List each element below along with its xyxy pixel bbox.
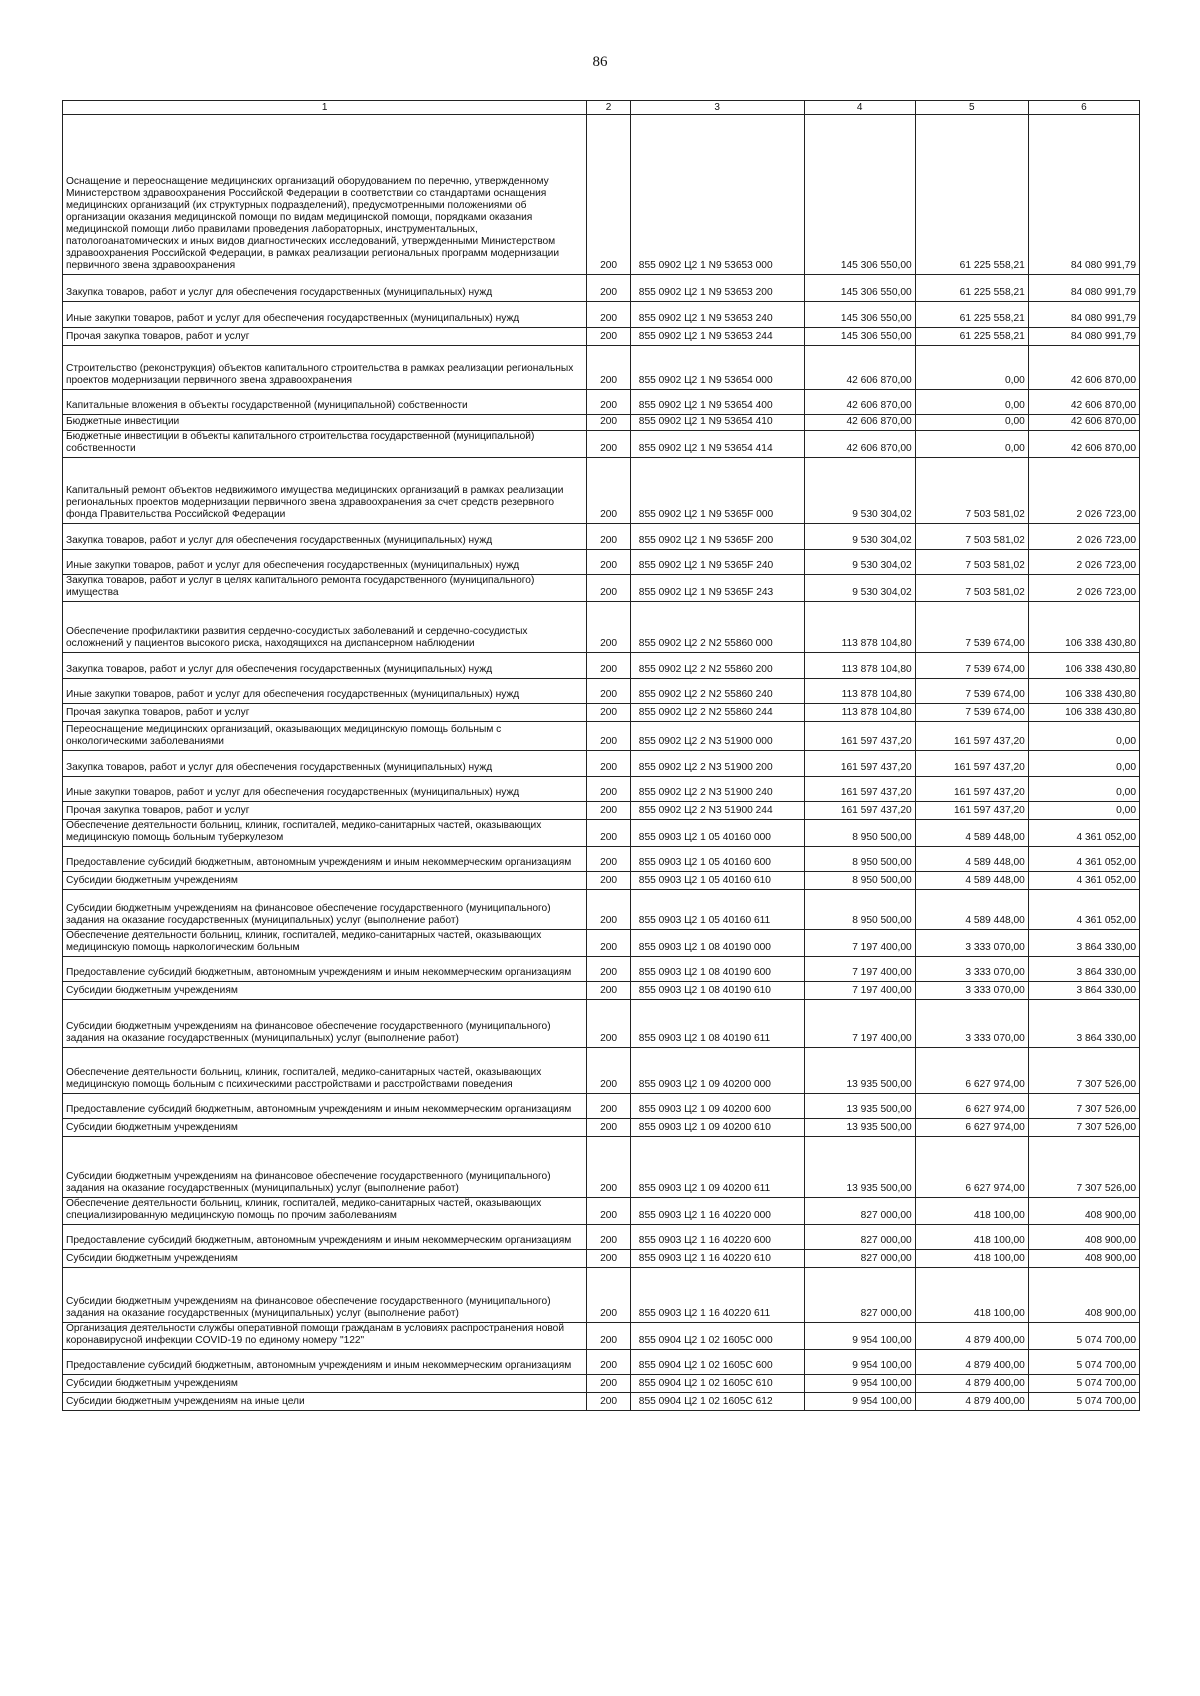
row-code-cell: 855 0902 Ц2 1 N9 53654 410	[630, 415, 804, 431]
row-value-col4: 113 878 104,80	[804, 602, 915, 653]
row-value-col6: 106 338 430,80	[1028, 602, 1139, 653]
row-value-col4: 827 000,00	[804, 1225, 915, 1250]
row-name-cell: Закупка товаров, работ и услуг в целях капитального ремонта государственного (муниципального) имущества	[63, 575, 587, 602]
row-group-cell: 200	[587, 1119, 630, 1137]
row-value-col6: 408 900,00	[1028, 1268, 1139, 1323]
row-value-col5: 61 225 558,21	[915, 302, 1028, 328]
row-name-cell: Предоставление субсидий бюджетным, автономным учреждениям и иным некоммерческим организациям	[63, 1225, 587, 1250]
table-row	[63, 890, 1140, 930]
row-name-cell: Закупка товаров, работ и услуг для обеспечения государственных (муниципальных) нужд	[63, 524, 587, 550]
row-code-cell: 855 0903 Ц2 1 16 40220 610	[630, 1250, 804, 1268]
row-value-col5: 0,00	[915, 415, 1028, 431]
row-name-cell: Бюджетные инвестиции в объекты капитального строительства государственной (муниципальной) собственности	[63, 431, 587, 458]
row-group-cell: 200	[587, 1268, 630, 1323]
table-row	[63, 328, 1140, 346]
row-value-col5: 4 589 448,00	[915, 872, 1028, 890]
row-group-cell: 200	[587, 751, 630, 777]
row-name-cell: Капитальные вложения в объекты государственной (муниципальной) собственности	[63, 390, 587, 415]
row-code-cell: 855 0903 Ц2 1 09 40200 000	[630, 1048, 804, 1094]
row-value-col4: 145 306 550,00	[804, 115, 915, 275]
row-value-col4: 827 000,00	[804, 1198, 915, 1225]
row-value-col5: 0,00	[915, 431, 1028, 458]
row-value-col5: 6 627 974,00	[915, 1137, 1028, 1198]
row-group-cell: 200	[587, 890, 630, 930]
row-value-col6: 5 074 700,00	[1028, 1393, 1139, 1411]
row-value-col4: 9 530 304,02	[804, 524, 915, 550]
row-group-cell: 200	[587, 1350, 630, 1375]
row-value-col6: 2 026 723,00	[1028, 550, 1139, 575]
row-code-cell: 855 0902 Ц2 2 N2 55860 244	[630, 704, 804, 722]
row-value-col6: 84 080 991,79	[1028, 115, 1139, 275]
row-code-cell: 855 0902 Ц2 1 N9 5365F 000	[630, 458, 804, 524]
row-value-col6: 0,00	[1028, 802, 1139, 820]
row-name-cell: Субсидии бюджетным учреждениям	[63, 982, 587, 1000]
row-value-col6: 106 338 430,80	[1028, 704, 1139, 722]
row-value-col6: 84 080 991,79	[1028, 328, 1139, 346]
row-code-cell: 855 0902 Ц2 2 N2 55860 200	[630, 653, 804, 679]
page-number: 86	[592, 54, 608, 70]
row-value-col5: 418 100,00	[915, 1268, 1028, 1323]
row-value-col6: 42 606 870,00	[1028, 390, 1139, 415]
row-group-cell: 200	[587, 930, 630, 957]
row-value-col6: 5 074 700,00	[1028, 1375, 1139, 1393]
row-name-cell: Закупка товаров, работ и услуг для обеспечения государственных (муниципальных) нужд	[63, 653, 587, 679]
row-value-col4: 42 606 870,00	[804, 346, 915, 390]
row-group-cell: 200	[587, 704, 630, 722]
row-name-cell: Переоснащение медицинских организаций, оказывающих медицинскую помощь больным с онкологическими заболеваниями	[63, 722, 587, 751]
table-row	[63, 1268, 1140, 1323]
row-value-col6: 7 307 526,00	[1028, 1119, 1139, 1137]
row-group-cell: 200	[587, 390, 630, 415]
row-group-cell: 200	[587, 1225, 630, 1250]
row-group-cell: 200	[587, 1137, 630, 1198]
row-value-col4: 8 950 500,00	[804, 847, 915, 872]
row-name-cell: Субсидии бюджетным учреждениям	[63, 1250, 587, 1268]
row-value-col4: 9 954 100,00	[804, 1350, 915, 1375]
row-code-cell: 855 0902 Ц2 2 N3 51900 244	[630, 802, 804, 820]
row-value-col5: 6 627 974,00	[915, 1048, 1028, 1094]
row-value-col4: 9 954 100,00	[804, 1393, 915, 1411]
row-code-cell: 855 0902 Ц2 2 N3 51900 240	[630, 777, 804, 802]
row-value-col6: 5 074 700,00	[1028, 1323, 1139, 1350]
row-code-cell: 855 0902 Ц2 1 N9 53654 400	[630, 390, 804, 415]
row-value-col4: 7 197 400,00	[804, 982, 915, 1000]
row-code-cell: 855 0902 Ц2 1 N9 53654 000	[630, 346, 804, 390]
row-group-cell: 200	[587, 1250, 630, 1268]
row-value-col5: 4 589 448,00	[915, 890, 1028, 930]
table-row	[63, 275, 1140, 302]
table-row	[63, 722, 1140, 751]
row-value-col6: 84 080 991,79	[1028, 302, 1139, 328]
row-name-cell: Предоставление субсидий бюджетным, автономным учреждениям и иным некоммерческим организациям	[63, 1350, 587, 1375]
row-name-cell: Обеспечение деятельности больниц, клиник, госпиталей, медико-санитарных частей, оказывающих медицинскую помощь наркологическим больным	[63, 930, 587, 957]
row-name-cell: Закупка товаров, работ и услуг для обеспечения государственных (муниципальных) нужд	[63, 751, 587, 777]
row-value-col4: 9 954 100,00	[804, 1323, 915, 1350]
row-value-col6: 2 026 723,00	[1028, 524, 1139, 550]
table-row	[63, 602, 1140, 653]
row-value-col4: 145 306 550,00	[804, 275, 915, 302]
table-row	[63, 1225, 1140, 1250]
row-value-col4: 161 597 437,20	[804, 722, 915, 751]
row-group-cell: 200	[587, 982, 630, 1000]
row-code-cell: 855 0902 Ц2 1 N9 53654 414	[630, 431, 804, 458]
row-group-cell: 200	[587, 802, 630, 820]
row-value-col5: 0,00	[915, 390, 1028, 415]
row-name-cell: Иные закупки товаров, работ и услуг для обеспечения государственных (муниципальных) нужд	[63, 302, 587, 328]
table-row	[63, 550, 1140, 575]
table-row	[63, 930, 1140, 957]
row-code-cell: 855 0903 Ц2 1 09 40200 600	[630, 1094, 804, 1119]
row-value-col6: 42 606 870,00	[1028, 431, 1139, 458]
row-value-col4: 13 935 500,00	[804, 1137, 915, 1198]
row-value-col4: 42 606 870,00	[804, 415, 915, 431]
row-value-col4: 161 597 437,20	[804, 777, 915, 802]
row-name-cell: Прочая закупка товаров, работ и услуг	[63, 328, 587, 346]
row-group-cell: 200	[587, 777, 630, 802]
row-group-cell: 200	[587, 1323, 630, 1350]
row-code-cell: 855 0902 Ц2 1 N9 53653 240	[630, 302, 804, 328]
row-name-cell: Иные закупки товаров, работ и услуг для обеспечения государственных (муниципальных) нужд	[63, 777, 587, 802]
row-value-col6: 0,00	[1028, 777, 1139, 802]
row-value-col5: 7 539 674,00	[915, 653, 1028, 679]
column-header-4: 4	[804, 101, 915, 115]
row-code-cell: 855 0902 Ц2 2 N2 55860 240	[630, 679, 804, 704]
row-name-cell: Субсидии бюджетным учреждениям на иные цели	[63, 1393, 587, 1411]
row-value-col5: 7 503 581,02	[915, 550, 1028, 575]
table-header	[63, 101, 1140, 115]
column-header-5: 5	[915, 101, 1028, 115]
table-row	[63, 575, 1140, 602]
table-row	[63, 679, 1140, 704]
row-value-col4: 13 935 500,00	[804, 1048, 915, 1094]
row-value-col5: 418 100,00	[915, 1225, 1028, 1250]
table-row	[63, 1350, 1140, 1375]
row-value-col4: 13 935 500,00	[804, 1094, 915, 1119]
row-value-col5: 161 597 437,20	[915, 751, 1028, 777]
row-name-cell: Обеспечение деятельности больниц, клиник, госпиталей, медико-санитарных частей, оказывающих медицинскую помощь больным с психическими расстройствами и расстройствами поведения	[63, 1048, 587, 1094]
column-header-6: 6	[1028, 101, 1139, 115]
row-value-col6: 2 026 723,00	[1028, 458, 1139, 524]
row-value-col4: 8 950 500,00	[804, 820, 915, 847]
table-row	[63, 1137, 1140, 1198]
row-name-cell: Субсидии бюджетным учреждениям на финансовое обеспечение государственного (муниципального) задания на оказание государственных (муниципальных) услуг (выполнение работ)	[63, 1137, 587, 1198]
row-code-cell: 855 0903 Ц2 1 16 40220 611	[630, 1268, 804, 1323]
row-name-cell: Субсидии бюджетным учреждениям	[63, 872, 587, 890]
table-row	[63, 872, 1140, 890]
table-row	[63, 1393, 1140, 1411]
row-group-cell: 200	[587, 328, 630, 346]
row-code-cell: 855 0903 Ц2 1 16 40220 000	[630, 1198, 804, 1225]
row-value-col6: 7 307 526,00	[1028, 1137, 1139, 1198]
row-value-col4: 8 950 500,00	[804, 890, 915, 930]
row-name-cell: Капитальный ремонт объектов недвижимого имущества медицинских организаций в рамках реализации региональных проектов модернизации первичного звена здравоохранения за счет средств резервного фонда Правительства Российской Федерации	[63, 458, 587, 524]
row-group-cell: 200	[587, 302, 630, 328]
row-code-cell: 855 0902 Ц2 1 N9 5365F 200	[630, 524, 804, 550]
row-value-col5: 418 100,00	[915, 1250, 1028, 1268]
row-code-cell: 855 0903 Ц2 1 05 40160 610	[630, 872, 804, 890]
row-value-col4: 9 530 304,02	[804, 458, 915, 524]
row-group-cell: 200	[587, 275, 630, 302]
row-value-col6: 7 307 526,00	[1028, 1094, 1139, 1119]
row-value-col6: 3 864 330,00	[1028, 982, 1139, 1000]
row-value-col6: 42 606 870,00	[1028, 346, 1139, 390]
row-value-col6: 2 026 723,00	[1028, 575, 1139, 602]
row-value-col5: 7 539 674,00	[915, 704, 1028, 722]
table-row	[63, 1119, 1140, 1137]
row-value-col6: 4 361 052,00	[1028, 890, 1139, 930]
row-value-col5: 3 333 070,00	[915, 930, 1028, 957]
row-value-col6: 408 900,00	[1028, 1250, 1139, 1268]
row-name-cell: Прочая закупка товаров, работ и услуг	[63, 704, 587, 722]
row-value-col5: 6 627 974,00	[915, 1094, 1028, 1119]
row-value-col5: 61 225 558,21	[915, 275, 1028, 302]
row-value-col5: 7 503 581,02	[915, 524, 1028, 550]
table-row	[63, 704, 1140, 722]
column-header-3: 3	[630, 101, 804, 115]
table-row	[63, 1094, 1140, 1119]
row-name-cell: Субсидии бюджетным учреждениям на финансовое обеспечение государственного (муниципального) задания на оказание государственных (муниципальных) услуг (выполнение работ)	[63, 1268, 587, 1323]
row-group-cell: 200	[587, 346, 630, 390]
table-body	[63, 115, 1140, 1411]
row-value-col5: 3 333 070,00	[915, 982, 1028, 1000]
row-value-col5: 0,00	[915, 346, 1028, 390]
row-value-col4: 9 530 304,02	[804, 550, 915, 575]
row-code-cell: 855 0903 Ц2 1 08 40190 600	[630, 957, 804, 982]
row-value-col5: 3 333 070,00	[915, 957, 1028, 982]
row-group-cell: 200	[587, 1198, 630, 1225]
row-value-col4: 7 197 400,00	[804, 957, 915, 982]
row-value-col4: 161 597 437,20	[804, 802, 915, 820]
row-group-cell: 200	[587, 679, 630, 704]
row-code-cell: 855 0903 Ц2 1 05 40160 611	[630, 890, 804, 930]
row-code-cell: 855 0903 Ц2 1 09 40200 611	[630, 1137, 804, 1198]
row-name-cell: Субсидии бюджетным учреждениям	[63, 1119, 587, 1137]
row-value-col6: 3 864 330,00	[1028, 1000, 1139, 1048]
row-value-col4: 113 878 104,80	[804, 704, 915, 722]
row-group-cell: 200	[587, 524, 630, 550]
row-name-cell: Строительство (реконструкция) объектов капитального строительства в рамках реализации региональных проектов модернизации первичного звена здравоохранения	[63, 346, 587, 390]
table-row	[63, 431, 1140, 458]
row-name-cell: Прочая закупка товаров, работ и услуг	[63, 802, 587, 820]
row-group-cell: 200	[587, 458, 630, 524]
row-value-col5: 4 879 400,00	[915, 1375, 1028, 1393]
row-group-cell: 200	[587, 1375, 630, 1393]
row-name-cell: Закупка товаров, работ и услуг для обеспечения государственных (муниципальных) нужд	[63, 275, 587, 302]
row-code-cell: 855 0903 Ц2 1 09 40200 610	[630, 1119, 804, 1137]
row-group-cell: 200	[587, 872, 630, 890]
table-row	[63, 1375, 1140, 1393]
row-value-col5: 7 503 581,02	[915, 458, 1028, 524]
row-value-col5: 161 597 437,20	[915, 777, 1028, 802]
row-value-col6: 4 361 052,00	[1028, 820, 1139, 847]
table-row	[63, 302, 1140, 328]
row-value-col4: 145 306 550,00	[804, 302, 915, 328]
table-row	[63, 1048, 1140, 1094]
row-value-col5: 418 100,00	[915, 1198, 1028, 1225]
table-row	[63, 957, 1140, 982]
row-name-cell: Субсидии бюджетным учреждениям на финансовое обеспечение государственного (муниципального) задания на оказание государственных (муниципальных) услуг (выполнение работ)	[63, 890, 587, 930]
row-group-cell: 200	[587, 115, 630, 275]
row-value-col5: 7 503 581,02	[915, 575, 1028, 602]
row-group-cell: 200	[587, 1000, 630, 1048]
table-row	[63, 1323, 1140, 1350]
row-code-cell: 855 0903 Ц2 1 05 40160 600	[630, 847, 804, 872]
row-name-cell: Предоставление субсидий бюджетным, автономным учреждениям и иным некоммерческим организациям	[63, 1094, 587, 1119]
row-code-cell: 855 0904 Ц2 1 02 1605С 612	[630, 1393, 804, 1411]
table-row	[63, 982, 1140, 1000]
row-group-cell: 200	[587, 1048, 630, 1094]
row-code-cell: 855 0902 Ц2 1 N9 53653 200	[630, 275, 804, 302]
table-row	[63, 346, 1140, 390]
table-row	[63, 415, 1140, 431]
table-row	[63, 390, 1140, 415]
row-value-col5: 161 597 437,20	[915, 802, 1028, 820]
row-name-cell: Бюджетные инвестиции	[63, 415, 587, 431]
row-value-col6: 106 338 430,80	[1028, 679, 1139, 704]
row-value-col5: 3 333 070,00	[915, 1000, 1028, 1048]
row-group-cell: 200	[587, 653, 630, 679]
row-group-cell: 200	[587, 957, 630, 982]
row-value-col6: 42 606 870,00	[1028, 415, 1139, 431]
row-value-col4: 42 606 870,00	[804, 431, 915, 458]
table-row	[63, 802, 1140, 820]
row-value-col6: 84 080 991,79	[1028, 275, 1139, 302]
row-code-cell: 855 0902 Ц2 1 N9 53653 000	[630, 115, 804, 275]
row-group-cell: 200	[587, 722, 630, 751]
row-value-col4: 113 878 104,80	[804, 653, 915, 679]
row-value-col6: 3 864 330,00	[1028, 930, 1139, 957]
row-code-cell: 855 0904 Ц2 1 02 1605С 600	[630, 1350, 804, 1375]
column-header-2: 2	[587, 101, 630, 115]
row-value-col4: 13 935 500,00	[804, 1119, 915, 1137]
row-value-col4: 7 197 400,00	[804, 1000, 915, 1048]
row-value-col6: 106 338 430,80	[1028, 653, 1139, 679]
table-row	[63, 847, 1140, 872]
row-value-col4: 827 000,00	[804, 1268, 915, 1323]
row-code-cell: 855 0903 Ц2 1 16 40220 600	[630, 1225, 804, 1250]
row-value-col5: 4 589 448,00	[915, 820, 1028, 847]
row-group-cell: 200	[587, 602, 630, 653]
row-value-col4: 145 306 550,00	[804, 328, 915, 346]
row-value-col6: 7 307 526,00	[1028, 1048, 1139, 1094]
table-row	[63, 1198, 1140, 1225]
row-value-col5: 4 879 400,00	[915, 1393, 1028, 1411]
row-group-cell: 200	[587, 820, 630, 847]
row-value-col4: 8 950 500,00	[804, 872, 915, 890]
table-row	[63, 777, 1140, 802]
row-group-cell: 200	[587, 431, 630, 458]
table-row	[63, 115, 1140, 275]
header-row	[63, 101, 1140, 115]
row-code-cell: 855 0903 Ц2 1 08 40190 000	[630, 930, 804, 957]
row-code-cell: 855 0902 Ц2 1 N9 53653 244	[630, 328, 804, 346]
row-value-col6: 3 864 330,00	[1028, 957, 1139, 982]
row-value-col6: 408 900,00	[1028, 1225, 1139, 1250]
row-value-col5: 6 627 974,00	[915, 1119, 1028, 1137]
table-row	[63, 1250, 1140, 1268]
row-value-col4: 9 954 100,00	[804, 1375, 915, 1393]
table-row	[63, 653, 1140, 679]
row-code-cell: 855 0902 Ц2 2 N3 51900 000	[630, 722, 804, 751]
row-code-cell: 855 0903 Ц2 1 08 40190 611	[630, 1000, 804, 1048]
table-row	[63, 820, 1140, 847]
row-value-col5: 4 589 448,00	[915, 847, 1028, 872]
table-row	[63, 751, 1140, 777]
row-value-col4: 7 197 400,00	[804, 930, 915, 957]
row-group-cell: 200	[587, 847, 630, 872]
row-value-col5: 7 539 674,00	[915, 602, 1028, 653]
row-code-cell: 855 0904 Ц2 1 02 1605С 610	[630, 1375, 804, 1393]
row-name-cell: Обеспечение деятельности больниц, клиник, госпиталей, медико-санитарных частей, оказывающих специализированную медицинскую помощь по прочим заболеваниям	[63, 1198, 587, 1225]
row-value-col6: 5 074 700,00	[1028, 1350, 1139, 1375]
row-value-col6: 0,00	[1028, 722, 1139, 751]
row-group-cell: 200	[587, 1393, 630, 1411]
row-name-cell: Предоставление субсидий бюджетным, автономным учреждениям и иным некоммерческим организациям	[63, 957, 587, 982]
row-code-cell: 855 0904 Ц2 1 02 1605С 000	[630, 1323, 804, 1350]
row-value-col4: 161 597 437,20	[804, 751, 915, 777]
row-group-cell: 200	[587, 415, 630, 431]
column-header-1: 1	[63, 101, 587, 115]
table-row	[63, 458, 1140, 524]
row-name-cell: Организация деятельности службы оперативной помощи гражданам в условиях распространения новой коронавирусной инфекции COVID-19 по единому номеру "122"	[63, 1323, 587, 1350]
row-value-col4: 113 878 104,80	[804, 679, 915, 704]
row-value-col6: 0,00	[1028, 751, 1139, 777]
row-value-col4: 9 530 304,02	[804, 575, 915, 602]
row-value-col5: 7 539 674,00	[915, 679, 1028, 704]
table-row	[63, 524, 1140, 550]
row-name-cell: Иные закупки товаров, работ и услуг для обеспечения государственных (муниципальных) нужд	[63, 679, 587, 704]
row-value-col5: 4 879 400,00	[915, 1350, 1028, 1375]
budget-table	[62, 100, 1140, 1411]
row-code-cell: 855 0903 Ц2 1 08 40190 610	[630, 982, 804, 1000]
row-value-col4: 42 606 870,00	[804, 390, 915, 415]
row-value-col6: 4 361 052,00	[1028, 872, 1139, 890]
row-group-cell: 200	[587, 550, 630, 575]
row-code-cell: 855 0902 Ц2 1 N9 5365F 243	[630, 575, 804, 602]
row-value-col5: 4 879 400,00	[915, 1323, 1028, 1350]
row-value-col5: 61 225 558,21	[915, 328, 1028, 346]
row-name-cell: Предоставление субсидий бюджетным, автономным учреждениям и иным некоммерческим организациям	[63, 847, 587, 872]
row-value-col5: 61 225 558,21	[915, 115, 1028, 275]
row-value-col4: 827 000,00	[804, 1250, 915, 1268]
row-value-col5: 161 597 437,20	[915, 722, 1028, 751]
row-name-cell: Субсидии бюджетным учреждениям	[63, 1375, 587, 1393]
row-code-cell: 855 0902 Ц2 1 N9 5365F 240	[630, 550, 804, 575]
row-name-cell: Обеспечение профилактики развития сердечно-сосудистых заболеваний и сердечно-сосудистых осложнений у пациентов высокого риска, находящихся на диспансерном наблюдении	[63, 602, 587, 653]
row-code-cell: 855 0903 Ц2 1 05 40160 000	[630, 820, 804, 847]
row-name-cell: Иные закупки товаров, работ и услуг для обеспечения государственных (муниципальных) нужд	[63, 550, 587, 575]
row-group-cell: 200	[587, 575, 630, 602]
row-name-cell: Оснащение и переоснащение медицинских организаций оборудованием по перечню, утвержденному Министерством здравоохранения Российской Федерации в соответствии со стандартами оснащения медицинских организаций (их структурных подразделений), предусмотренными положениями об организации оказания медицинской помощи по видам медицинской помощи, порядками оказания медицинской помощи либо правилами проведения лабораторных, инструментальных, патологоанатомических и иных видов диагностических исследований, утвержденными Министерством здравоохранения Российской Федерации, в рамках реализации региональных программ модернизации первичного звена здравоохранения	[63, 115, 587, 275]
row-name-cell: Субсидии бюджетным учреждениям на финансовое обеспечение государственного (муниципального) задания на оказание государственных (муниципальных) услуг (выполнение работ)	[63, 1000, 587, 1048]
row-code-cell: 855 0902 Ц2 2 N3 51900 200	[630, 751, 804, 777]
row-name-cell: Обеспечение деятельности больниц, клиник, госпиталей, медико-санитарных частей, оказывающих медицинскую помощь больным туберкулезом	[63, 820, 587, 847]
row-code-cell: 855 0902 Ц2 2 N2 55860 000	[630, 602, 804, 653]
row-group-cell: 200	[587, 1094, 630, 1119]
table-row	[63, 1000, 1140, 1048]
row-value-col6: 408 900,00	[1028, 1198, 1139, 1225]
row-value-col6: 4 361 052,00	[1028, 847, 1139, 872]
